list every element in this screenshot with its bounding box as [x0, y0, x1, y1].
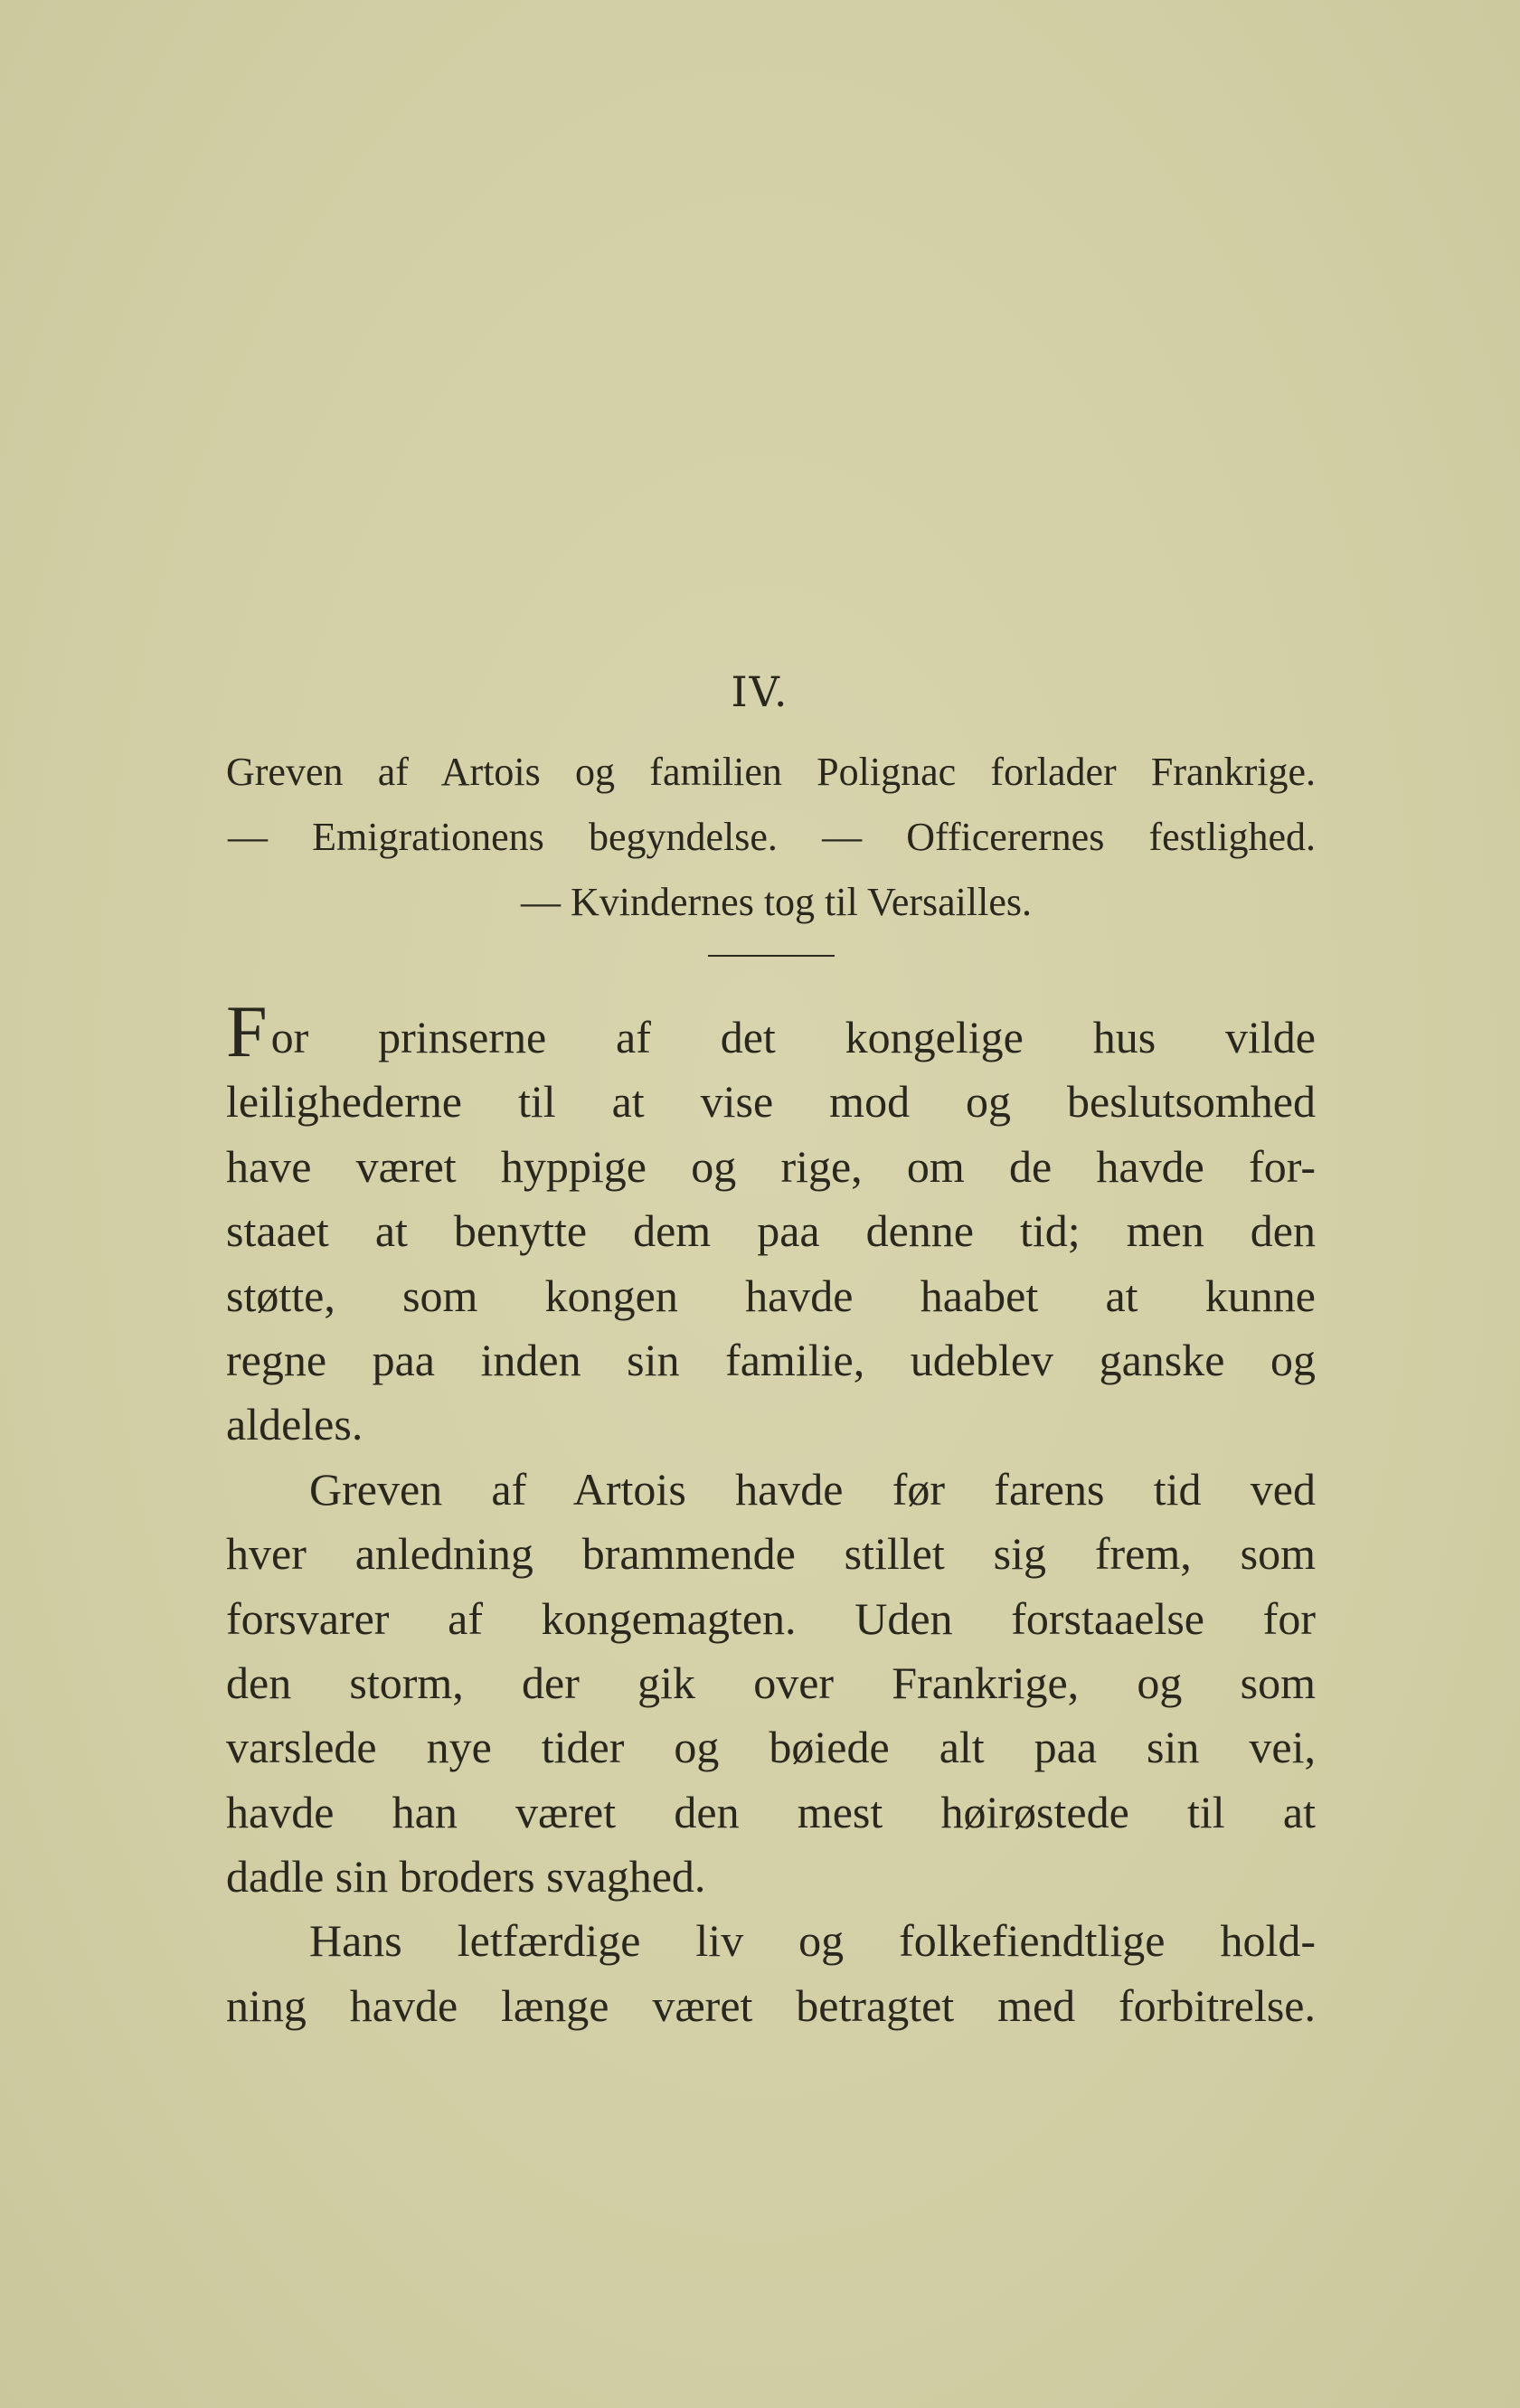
paragraph-line-text: or prinserne af det kongelige hus vilde	[270, 1012, 1316, 1062]
paragraph-line: den storm, der gik over Frankrige, og som	[226, 1657, 1316, 1708]
paragraph-line: støtte, som kongen havde haabet at kunne	[226, 1270, 1316, 1321]
summary-line: — Emigrationens begyndelse. — Officerernes festlighed.	[228, 815, 1316, 859]
paragraph-line: staaet at benytte dem paa denne tid; men den	[226, 1205, 1316, 1257]
paragraph-line: regne paa inden sin familie, udeblev ganske og	[226, 1334, 1316, 1385]
chapter-number: IV.	[731, 667, 789, 716]
paragraph-line	[226, 990, 1316, 1072]
paragraph-line: varslede nye tider og bøiede alt paa sin vei,	[226, 1722, 1316, 1773]
summary-line: — Kvindernes tog til Versailles.	[521, 880, 1032, 924]
paragraph-line: forsvarer af kongemagten. Uden forstaaelse for	[226, 1592, 1316, 1644]
paragraph-line: ning havde længe været betragtet med forbitrelse.	[226, 1979, 1316, 2031]
paragraph-line: have været hyppige og rige, om de havde for-	[226, 1140, 1316, 1192]
summary-line: Greven af Artois og familien Polignac forlader Frankrige.	[226, 750, 1316, 794]
paragraph-line: dadle sin broders svaghed.	[226, 1851, 706, 1903]
paragraph-line: havde han været den mest høirøstede til at	[226, 1786, 1316, 1837]
section-separator	[708, 955, 835, 957]
paragraph-line: Greven af Artois havde før farens tid ved	[309, 1463, 1316, 1515]
paragraph-line: Hans letfærdige liv og folkefiendtlige hold-	[309, 1915, 1316, 1967]
chapter-summary	[226, 740, 1316, 935]
drop-cap: F	[226, 990, 268, 1072]
paragraph-line: aldeles.	[226, 1399, 363, 1450]
body-text	[226, 990, 1316, 2038]
paragraph-line: hver anledning brammende stillet sig frem, som	[226, 1528, 1316, 1580]
paragraph-line: leilighederne til at vise mod og beslutsomhed	[226, 1076, 1316, 1128]
